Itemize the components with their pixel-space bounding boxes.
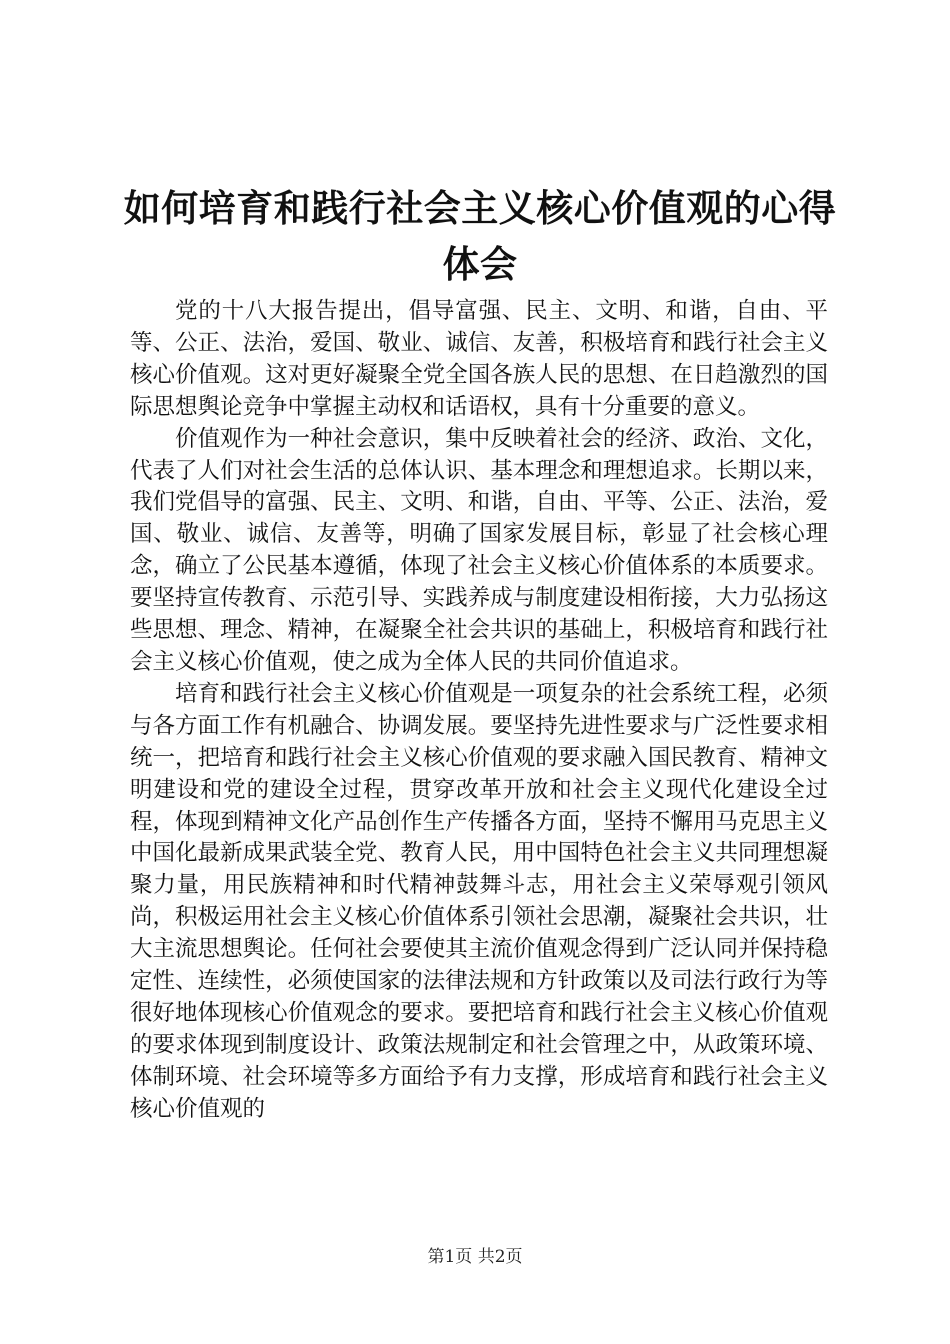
paragraph: 党的十八大报告提出，倡导富强、民主、文明、和谐，自由、平等、公正、法治，爱国、敬业、诚信、友善，积极培育和践行社会主义核心价值观。这对更好凝聚全党全国各族人民的思想、在日趋激烈的国际思想舆论竞争中掌握主动权和话语权，具有十分重要的意义。 [130,298,828,420]
document-title: 如何培育和践行社会主义核心价值观的心得体会 [123,186,837,286]
document-body [130,296,828,1126]
page-number-footer: 第1页 共2页 [427,1247,523,1267]
paragraph: 培育和践行社会主义核心价值观是一项复杂的社会系统工程，必须与各方面工作有机融合、协调发展。要坚持先进性要求与广泛性要求相统一，把培育和践行社会主义核心价值观的要求融入国民教育、精神文明建设和党的建设全过程，贯穿改革开放和社会主义现代化建设全过程，体现到精神文化产品创作生产传播各方面，坚持不懈用马克思主义中国化最新成果武装全党、教育人民，用中国特色社会主义共同理想凝聚力量，用民族精神和时代精神鼓舞斗志，用社会主义荣辱观引领风尚，积极运用社会主义核心价值体系引领社会思潮，凝聚社会共识，壮大主流思想舆论。任何社会要使其主流价值观念得到广泛认同并保持稳定性、连续性，必须使国家的法律法规和方针政策以及司法行政行为等很好地体现核心价值观念的要求。要把培育和践行社会主义核心价值观的要求体现到制度设计、政策法规制定和社会管理之中，从政策环境、体制环境、社会环境等多方面给予有力支撑，形成培育和践行社会主义核心价值观的 [130,680,828,1122]
paragraph: 价值观作为一种社会意识，集中反映着社会的经济、政治、文化，代表了人们对社会生活的总体认识、基本理念和理想追求。长期以来，我们党倡导的富强、民主、文明、和谐，自由、平等、公正、法治，爱国、敬业、诚信、友善等，明确了国家发展目标，彰显了社会核心理念，确立了公民基本遵循，体现了社会主义核心价值体系的本质要求。要坚持宣传教育、示范引导、实践养成与制度建设相衔接，大力弘扬这些思想、理念、精神，在凝聚全社会共识的基础上，积极培育和践行社会主义核心价值观，使之成为全体人民的共同价值追求。 [130,425,828,675]
